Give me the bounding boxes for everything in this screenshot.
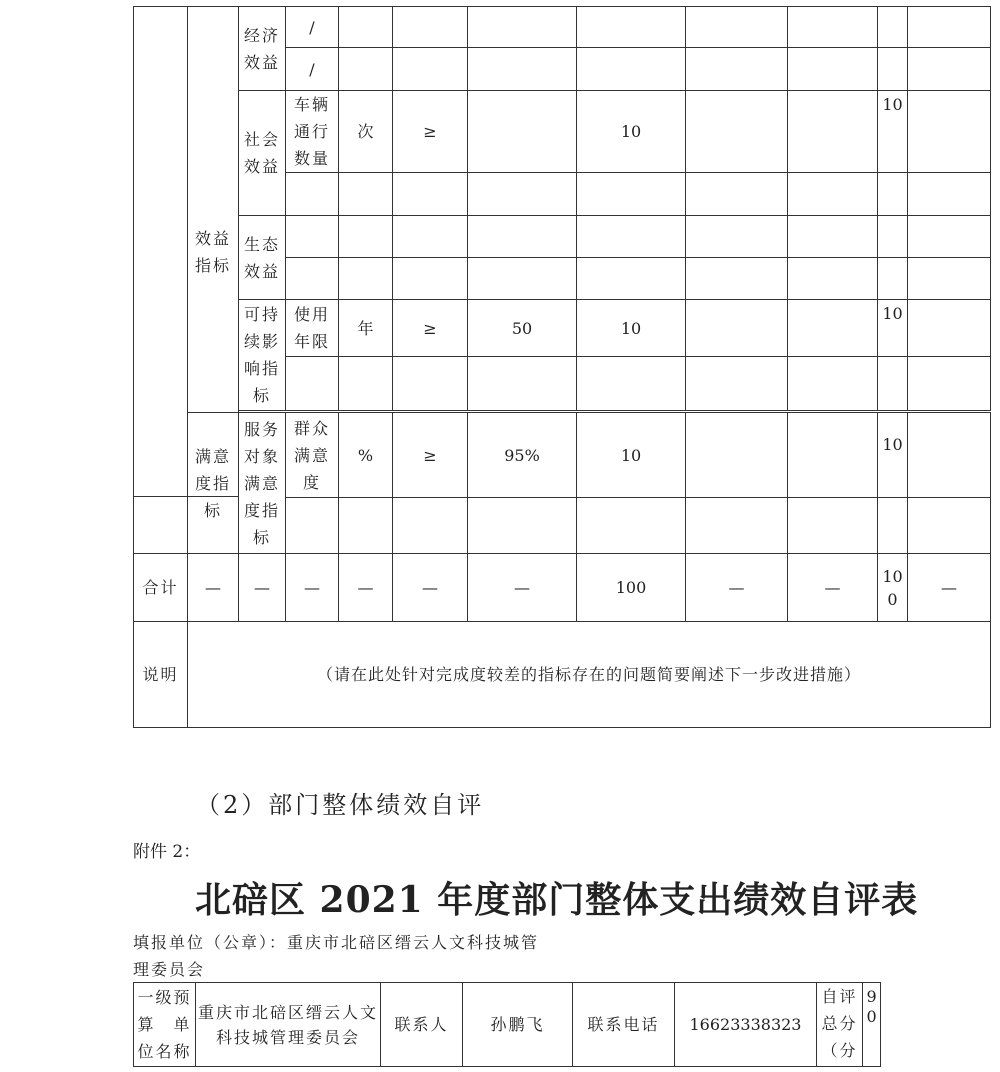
phone-label: 联系电话 <box>573 983 675 1067</box>
social-operator: ≥ <box>393 91 468 173</box>
social-benefit-label: 社会效益 <box>239 91 286 216</box>
satisfaction-indicator-label: 群众满意度 <box>286 413 339 498</box>
total-dash: — <box>788 554 878 622</box>
satisfaction-score: 10 <box>878 413 908 498</box>
budget-unit-name: 重庆市北碚区缙云人文科技城管理委员会 <box>196 983 381 1067</box>
indicator-table-lower <box>133 412 991 728</box>
total-label: 合计 <box>134 554 188 622</box>
total-dash: — <box>686 554 788 622</box>
contact-label: 联系人 <box>381 983 463 1067</box>
social-unit: 次 <box>339 91 393 173</box>
total-dash: — <box>393 554 468 622</box>
effect-indicator-label: 效益指标 <box>188 7 239 497</box>
self-score-label: 自评总分（分 <box>817 983 863 1067</box>
social-indicator-label: 车辆通行数量 <box>286 91 339 173</box>
service-satisfaction-label: 服务对象满意度指标 <box>239 413 286 554</box>
sustainable-impact-label: 可持续影响指标 <box>239 300 286 411</box>
note-label: 说明 <box>134 622 188 728</box>
phone-number: 16623338323 <box>675 983 817 1067</box>
filing-unit-line2: 理委员会 <box>133 960 206 979</box>
sustainable-score: 10 <box>878 300 908 357</box>
total-dash: — <box>908 554 991 622</box>
sustainable-weight: 10 <box>577 300 686 357</box>
contact-name: 孙鹏飞 <box>463 983 573 1067</box>
section-heading: （2）部门整体绩效自评 <box>196 791 485 819</box>
total-dash: — <box>339 554 393 622</box>
sustainable-unit: 年 <box>339 300 393 357</box>
social-score: 10 <box>878 91 908 173</box>
sustainable-indicator-label: 使用年限 <box>286 300 339 357</box>
budget-unit-label: 一级预算 单位名称 <box>134 983 196 1067</box>
page-title: 北碚区 2021 年度部门整体支出绩效自评表 <box>195 879 919 921</box>
filing-unit-line1: 填报单位（公章）：重庆市北碚区缙云人文科技城管 <box>133 933 540 952</box>
total-dash: — <box>188 554 239 622</box>
economic-benefit-label: 经济效益 <box>239 7 286 91</box>
total-dash: — <box>286 554 339 622</box>
self-score-value: 90 <box>863 983 881 1067</box>
satisfaction-unit: % <box>339 413 393 498</box>
total-dash: — <box>239 554 286 622</box>
total-dash: — <box>468 554 577 622</box>
economic-row2-value: / <box>286 48 339 91</box>
ecological-benefit-label: 生态效益 <box>239 216 286 300</box>
department-info-table <box>133 982 881 1067</box>
social-weight: 10 <box>577 91 686 173</box>
attachment-label: 附件 2： <box>133 842 201 862</box>
sustainable-operator: ≥ <box>393 300 468 357</box>
satisfaction-operator: ≥ <box>393 413 468 498</box>
total-weight: 100 <box>577 554 686 622</box>
note-text: （请在此处针对完成度较差的指标存在的问题简要阐述下一步改进措施） <box>188 622 991 728</box>
total-score: 100 <box>878 554 908 622</box>
satisfaction-target: 95% <box>468 413 577 498</box>
satisfaction-weight: 10 <box>577 413 686 498</box>
economic-row1-value: / <box>286 7 339 48</box>
sustainable-target: 50 <box>468 300 577 357</box>
satisfaction-indicator-section: 满意度指标 <box>188 413 239 554</box>
